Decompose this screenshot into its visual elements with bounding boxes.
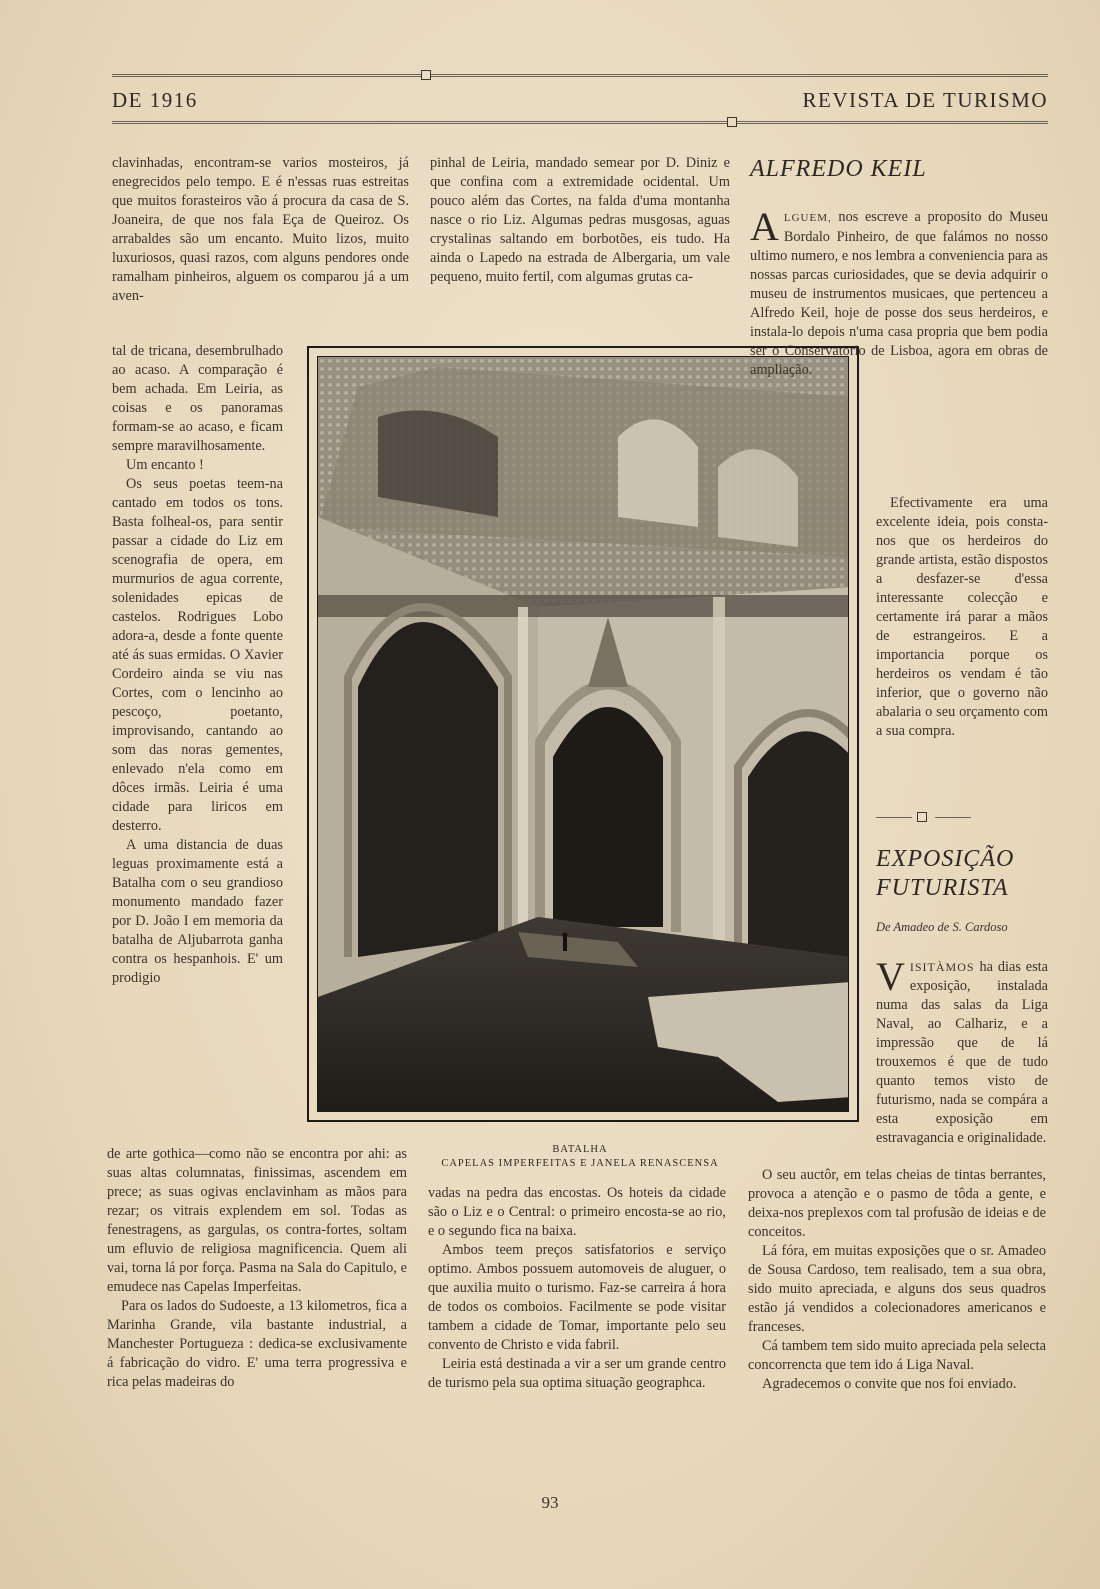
col2-bottom-para-1: vadas na pedra das encostas. Os hoteis da cidade são o Liz e o Central: o primeiro encosta-se ao rio, e o segundo fica na baixa.	[428, 1185, 726, 1239]
dropcap-a: A	[750, 208, 779, 249]
col1-para-6: de arte gothica—como não se encontra por ahi: as suas altas columnatas, finissimas, ascendem em prece; as suas ogivas enclavinham as mãos para rezar; os vitrais explendem em sol. Todas as fenestragens, as gargulas, os contra-fortes, soltam um efluvio de religiosa magnificencia. Quem ali vai, torna lá por força. Pasma na Sala do Capitulo, e emudece nas Capelas Imperfeitas.	[107, 1146, 407, 1295]
photo-caption	[420, 1143, 740, 1171]
ornament-square-header	[727, 117, 737, 127]
header-rule	[112, 121, 1048, 124]
header-right: REVISTA DE TURISMO	[802, 88, 1048, 112]
article-keil-bottom	[876, 494, 1048, 741]
top-rule	[112, 74, 1048, 77]
article-futurista-narrow	[876, 954, 1049, 1148]
column-2-top	[430, 154, 730, 326]
dropcap-v: V	[876, 954, 905, 999]
column-1-middle	[112, 342, 283, 1142]
article-futurista-text-3: Lá fóra, em muitas exposições que o sr. Amadeo de Sousa Cardoso, tem realisado, tem a sua obra, sido muito apreciada, e alguns dos seus quadros estão já vendidos a colecionadores americanos e franceses.	[748, 1243, 1046, 1335]
col2-bottom-para-2: Ambos teem preços satisfatorios e serviço optimo. Ambos possuem automoveis de aluguer, o que auxilia muito o turismo. Faz-se carreira á hora de todos os comboios. Facilmente se pode visitar tambem a cidade de Tomar, importante pelo seu convento de Christo e vida fabril.	[428, 1242, 726, 1353]
article-keil-text-2: Efectivamente era uma excelente ideia, pois consta-nos que os herdeiros do grande artista, estão dispostos a desfazer-se d'essa interessante colecção e certamente irá parar a mãos de estrangeiros. E a importancia porque os herdeiros os vendam é tão inferior, que o governo não abalaria o seu orçamento com a sua compra.	[876, 495, 1048, 739]
column-1-top	[112, 154, 409, 344]
col1-para-3: Um encanto !	[126, 457, 204, 473]
col2-top-text: pinhal de Leiria, mandado semear por D. Diniz e que confina com a extremidade ocidental. Um pouco além das Cortes, na falda d'uma montanha nasce o rio Liz. Algumas pedras musgosas, aguas crystalinas saltando em borbotões, eis tudo. Ha ainda o Lapedo na estrada de Albergaria, um vale pequeno, muito fertil, com algumas grutas ca-	[430, 155, 730, 285]
article-futurista-text-4: Cá tambem tem sido muito apreciada pela selecta concorrencta que tem ido á Liga Naval.	[748, 1338, 1046, 1373]
col1-para-1: clavinhadas, encontram-se varios mosteiros, já enegrecidos pelo tempo. E é n'essas ruas estreitas que muitos forasteiros vão á procura da casa de S. Joaneira, de que nos fala Eça de Queiroz. Os arrabaldes são um encanto. Muito lizos, muito luxuriosos, quasi razos, com alguns pendores onde ramalham pinheiros, alguem os comparou já a um aven-	[112, 155, 409, 304]
article-futurista-text-5: Agradecemos o convite que nos foi enviado.	[762, 1376, 1017, 1392]
article-futurista-text-1: ha dias esta exposição, instalada numa das salas da Liga Naval, ao Calhariz, e a impressão que de lá trouxemos é que de tudo quanto temos visto de futurismo, nada se compára a esta exposição em estravagancia e originalidade.	[876, 959, 1049, 1146]
section-divider-left	[876, 817, 912, 818]
page-number: 93	[541, 1493, 559, 1512]
article-futurista-text-2: O seu auctôr, em telas cheias de tintas berrantes, provoca a atenção e o pasmo de tôda a gente, e deixa-nos preplexos com tal profusão de ideias e de conceitos.	[748, 1167, 1046, 1240]
col1-para-7: Para os lados do Sudoeste, a 13 kilometros, fica a Marinha Grande, vila bastante industrial, a Manchester Portugueza : dedica-se exclusivamente á fabricação do vidro. E' uma terra progressiva e rica pelas madeiras do	[107, 1298, 407, 1390]
header-left: DE 1916	[112, 88, 198, 112]
ornament-square-top	[421, 70, 431, 80]
article-title-keil: ALFREDO KEIL	[750, 156, 927, 182]
article-keil-top	[750, 208, 1048, 488]
article-futurista-lead	[876, 954, 1049, 1148]
lead-word-keil: LGUEM,	[783, 212, 832, 224]
article-futurista-wide	[748, 1166, 1046, 1394]
photo-caption-title: BATALHA	[552, 1144, 608, 1155]
title-futurista-line-1: EXPOSIÇÃO	[876, 846, 1015, 872]
section-divider-right	[935, 817, 971, 818]
article-title-futurista	[876, 845, 1014, 903]
col1-para-4: Os seus poetas teem-na cantado em todos os tons. Basta folheal-os, para sentir passar a cidade do Liz em scenografia de opera, em murmurios de agua corrente, solenidades epicas de castelos. Rodrigues Lobo adora-a, desde a fonte quente até ás suas ermidas. O Xavier Cordeiro ainda se viu nas Cortes, com o lencinho ao pescoço, poetanto, improvisando, cantando ao som das noras gementes, enlevado n'ela como em dôces irmãs. Leiria é uma cidade para liricos em desterro.	[112, 476, 283, 834]
lead-word-futurista: ISITÀMOS	[909, 960, 975, 974]
title-futurista-line-2: FUTURISTA	[876, 875, 1009, 901]
column-2-bottom	[428, 1184, 726, 1393]
column-1-bottom	[107, 1145, 407, 1392]
photo-caption-subtitle: CAPELAS IMPERFEITAS E JANELA RENASCENSA	[441, 1158, 719, 1169]
ornament-square-divider	[917, 812, 927, 822]
col1-para-5: A uma distancia de duas leguas proximamente está a Batalha com o seu grandioso monumento mandado fazer por D. João I em memoria da batalha de Aljubarrota ganha contra os hespanhois. E' um prodigio	[112, 837, 283, 986]
article-keil-lead	[750, 208, 1048, 380]
article-byline-futurista: De Amadeo de S. Cardoso	[876, 920, 1008, 934]
col1-para-2: tal de tricana, desembrulhado ao acaso. A comparação é bem achada. Em Leiria, as coisas e os panoramas formam-se ao acaso, e ficam sempre maravilhosamente.	[112, 343, 283, 454]
article-keil-text-1: nos escreve a proposito do Museu Bordalo Pinheiro, de que falámos no nosso ultimo numero, e nos lembra a conveniencia para as nossas parcas curiosidades, que se devia adquirir o museu de instrumentos musicaes, que pertenceu a Alfredo Keil, hoje de posse dos seus herdeiros, e instala-lo depois n'uma casa propria que bem podia ser o Conservatorio de Lisboa, agora em obras de ampliação.	[750, 209, 1048, 378]
col2-bottom-para-3: Leiria está destinada a vir a ser um grande centro de turismo pela sua optima situação geographca.	[428, 1356, 726, 1391]
